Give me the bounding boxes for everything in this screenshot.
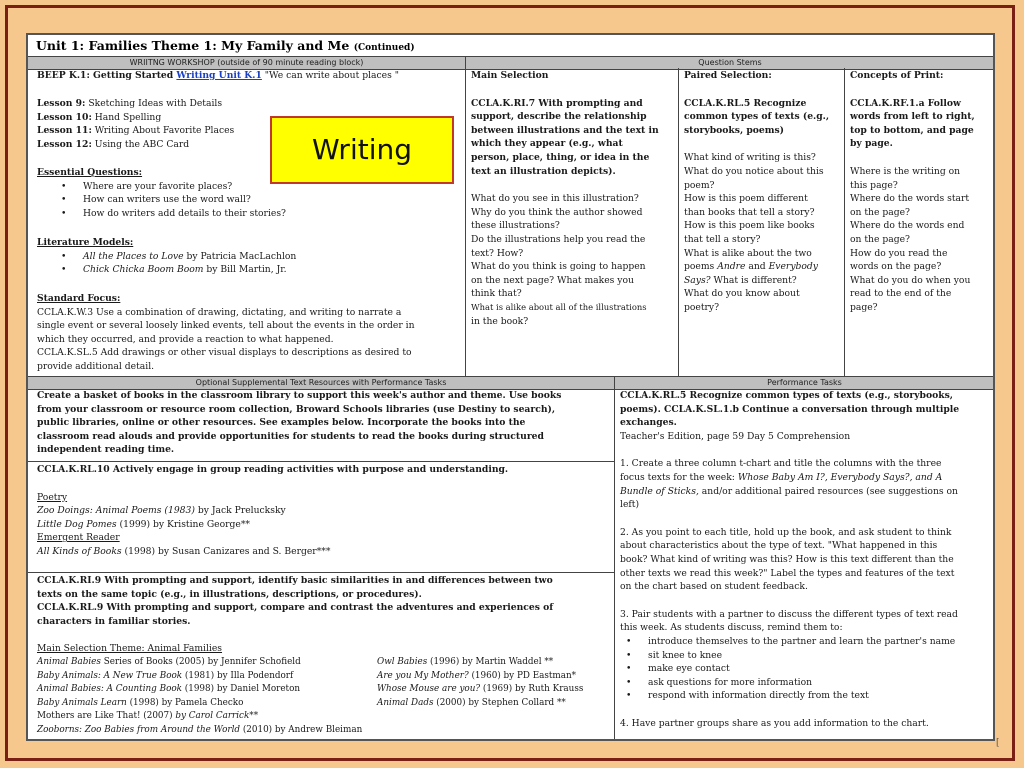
essential-item: • How can writers use the word wall?: [37, 193, 286, 207]
literature-item: • All the Places to Love by Patricia MacLachlon: [37, 250, 296, 264]
document-page: [26, 33, 995, 741]
literature-item: • Chick Chicka Boom Boom by Bill Martin, Jr.: [37, 263, 296, 277]
row-divider: [28, 572, 614, 573]
paired-heading: Paired Selection:: [684, 70, 772, 81]
row-divider: [28, 461, 614, 462]
perf-bullet: • ask questions for more information: [602, 676, 959, 690]
poetry-heading: Poetry: [37, 491, 68, 503]
lessons-list: [37, 97, 234, 151]
ri9-right-books: Owl Babies (1996) by Martin Waddel ** Are you My Mother? (1960) by PD Eastman* Whose Mouse are you? (1969) by Ruth Krauss Animal Dads (2000) by Stephen Collard **: [377, 657, 584, 708]
main-selection-col: Main Selection CCLA.K.RI.7 With prompting and support, describe the relationship between illustrations and the text in which they appear (e.g., what person, place, thing, or idea in the text an illustration depicts). What do you see in this illustration? Why do you think the author showed these illustrations? Do the illustrations help you read the text? How? What do you think is going to happen on the next page? What makes you think that? What is alike about all of the illustrations in the book?: [471, 70, 659, 327]
lesson-item: Lesson 9: Sketching Ideas with Details: [37, 98, 223, 109]
concepts-of-print-col: Concepts of Print: CCLA.K.RF.1.a Follow words from left to right, top to bottom, and page by page. Where is the writing on this page? Where do the words start on the page? Where do the words end on the page? How do you read the words on the page? What do you do when you read to the end of the page?: [850, 70, 975, 313]
main-selection-heading: Main Selection: [471, 70, 549, 81]
perf-bullet: • introduce themselves to the partner and learn the partner's name: [602, 635, 959, 649]
page-title: Unit 1: Families Theme 1: My Family and Me (Continued): [36, 38, 415, 53]
print-heading: Concepts of Print:: [850, 70, 944, 81]
literature-models: [37, 236, 296, 277]
literature-heading: Literature Models:: [37, 237, 134, 248]
perf-bullet: • sit knee to knee: [602, 649, 959, 663]
ri9-left-books: Animal Babies Series of Books (2005) by Jennifer Schofield Baby Animals: A New True Book (1981) by Illa Podendorf Animal Babies: A Counting Book (1998) by Daniel Moreton Baby Animals Learn (1998) by Pamela Checko Mothers are Like That! (2007) by Carol Carrick** Zooborns: Zoo Babies from Around the World (2010) by Andrew Bleiman: [37, 657, 363, 735]
essential-questions: [37, 166, 286, 220]
lesson-item: Lesson 10: Hand Spelling: [37, 111, 162, 123]
basket-instructions: Create a basket of books in the classroom library to support this week's author and theme. Use books from your classroom or resource room collection, Broward Schools libraries (use Destiny to search), public libraries, online or other resources. See examples below. Incorporate the books into the classroom read alouds and provide opportunities for students to read the books during structured independent reading time.: [37, 390, 562, 456]
writing-workshop-bar: WRIITNG WORKSHOP (outside of 90 minute reading block): [28, 56, 465, 70]
edge-mark: [: [996, 738, 1000, 748]
rl10-block: CCLA.K.RL.10 Actively engage in group reading activities with purpose and understanding. Poetry Zoo Doings: Animal Poems (1983) by Jack Prelucksky Little Dog Pomes (1999) by Kristine George** Emergent Reader All Kinds of Books (1998) by Susan Canizares and S. Berger***: [37, 464, 509, 557]
col-divider: [678, 68, 679, 376]
paired-different: What is different?: [713, 274, 797, 286]
theme-heading: Main Selection Theme: Animal Families: [37, 643, 223, 655]
question-stems-bar: Question Stems: [465, 56, 995, 70]
paired-selection-col: Paired Selection: CCLA.K.RL.5 Recognize common types of texts (e.g., storybooks, poems) What kind of writing is this? What do you notice about this poem? How is this poem different than books that tell a story? How is this poem like books that tell a story? What is alike about the two poems Andre and Everybody Says? What is different? What do you know about poetry?: [684, 70, 830, 313]
lesson-item: Lesson 12: Using the ABC Card: [37, 138, 190, 150]
emergent-heading: Emergent Reader: [37, 532, 120, 544]
optional-resources-bar: Optional Supplemental Text Resources with Performance Tasks: [28, 376, 614, 390]
perf-bullet: • make eye contact: [602, 662, 959, 676]
essential-item: • How do writers add details to their stories?: [37, 207, 286, 221]
beep-line: BEEP K.1: Getting Started Writing Unit K.1 "We can write about places ": [37, 70, 399, 81]
performance-tasks-bar: Performance Tasks: [614, 376, 995, 390]
standard-heading: Standard Focus:: [37, 293, 121, 304]
writing-unit-link[interactable]: Writing Unit K.1: [176, 70, 262, 81]
col-divider: [465, 56, 466, 376]
essential-heading: Essential Questions:: [37, 167, 143, 178]
essential-item: • Where are your favorite places?: [37, 180, 286, 194]
lesson-item: Lesson 11: Writing About Favorite Places: [37, 125, 235, 137]
col-divider: [844, 68, 845, 376]
writing-callout: Writing: [270, 116, 454, 184]
ri9-block: CCLA.K.RI.9 With prompting and support, identify basic similarities in and differences between two texts on the same topic (e.g., in illustrations, descriptions, or procedures). CCLA.K.RL.9 With prompting and support, compare and contrast the adventures and experiences of characters in familiar stories. Main Selection Theme: Animal Families: [37, 575, 554, 655]
performance-tasks: CCLA.K.RL.5 Recognize common types of texts (e.g., storybooks, poems). CCLA.K.SL.1.b Continue a conversation through multiple exchanges. Teacher's Edition, page 59 Day 5 Comprehension 1. Create a three column t-chart and title the columns with the three focus texts for the week: Whose Baby Am I?, Everybody Says?, and A Bundle of Sticks, and/or additional paired resources (see suggestions on left) 2. As you point to each title, hold up the book, and ask student to think about characteristics about the type of text. "What happened in this book? What kind of writing was this? How is this text different than the other texts we read this week?" Label the types and features of the text on the chart based on student feedback. 3. Pair students with a partner to discuss the different types of text read this week. As students discuss, remind them to: • introduce themselves to the partner and learn the partner's name • sit knee to knee • make eye contact • ask questions for more information • respond with information directly from the text 4. Have partner groups share as you add information to the chart.: [620, 389, 959, 730]
perf-bullet: • respond with information directly from the text: [602, 689, 959, 703]
standard-focus: Standard Focus: CCLA.K.W.3 Use a combination of drawing, dictating, and writing to narrate a single event or several loosely linked events, tell about the events in the order in which they occurred, and provide a reaction to what happened. CCLA.K.SL.5 Add drawings or other visual displays to descriptions as desired to provide additional detail.: [37, 293, 415, 372]
